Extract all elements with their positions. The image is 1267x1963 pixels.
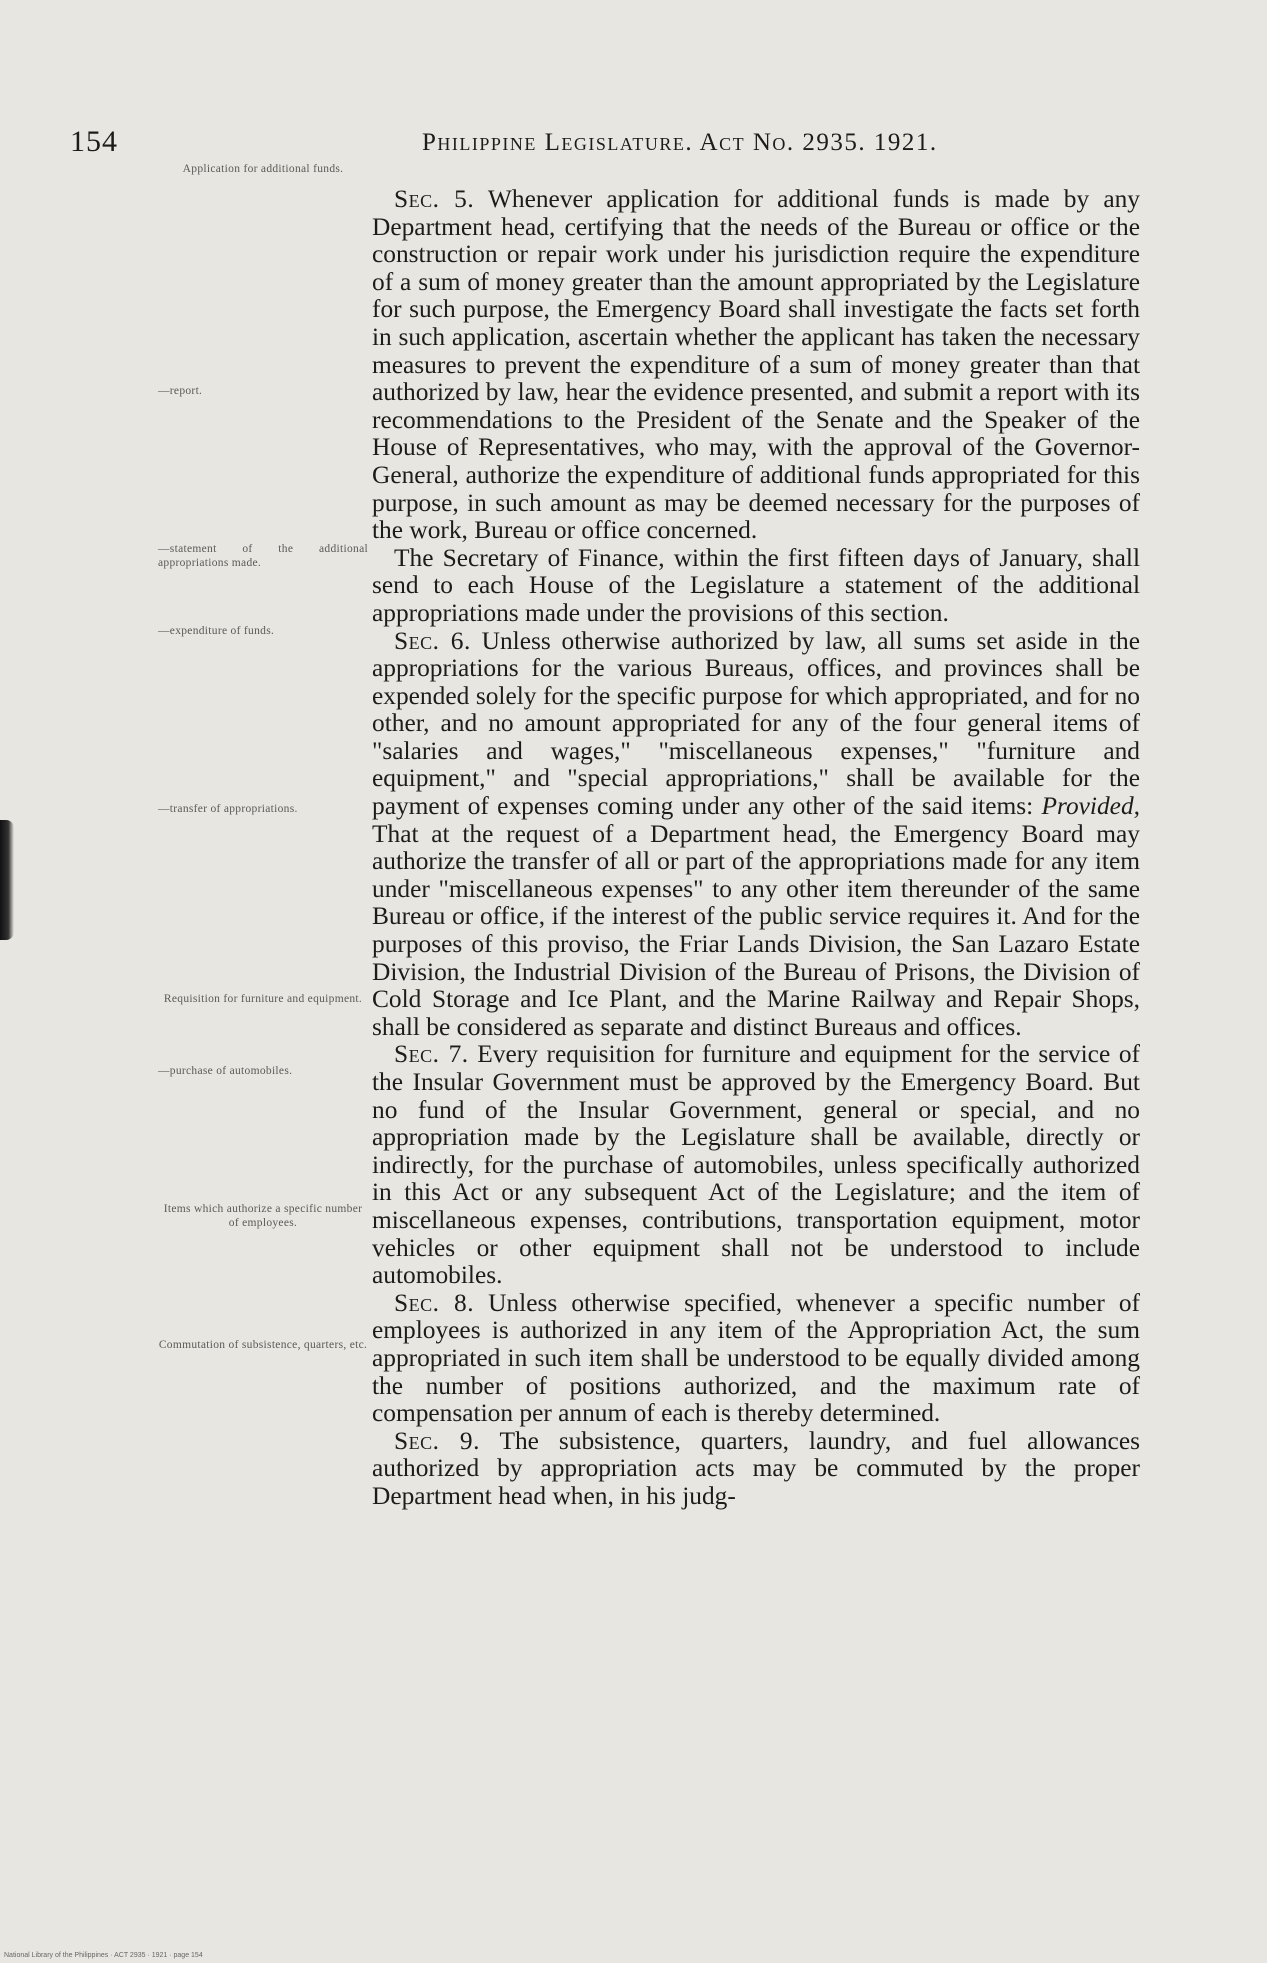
scan-edge-shadow (0, 820, 14, 940)
section-9-label: Sec. 9. (394, 1426, 480, 1455)
margin-note-commutation: Commutation of subsistence, quarters, etc. (158, 1339, 368, 1351)
margin-note-expenditure: —expenditure of funds. (158, 625, 275, 637)
margin-note-automobiles: —purchase of automobiles. (158, 1065, 293, 1077)
margin-note-transfer: —transfer of appropriations. (158, 803, 298, 815)
section-6-label: Sec. 6. (394, 626, 471, 655)
margin-note-report: —report. (158, 385, 203, 397)
section-8-label: Sec. 8. (394, 1288, 475, 1317)
section-7-label: Sec. 7. (394, 1040, 469, 1069)
section-6-text-before: Unless otherwise authorized by law, all sums set aside in the appropriations for the various Bureaus, offices, and provinces shall be expended solely for the specific purpose for which appropriated, and for no other, and no amount appropriated for any of the four general items of "salaries and wages," "miscellaneous expenses," "furniture and equipment," and "special appropriations," shall be available for the payment of expenses coming under any other of the said items: (372, 626, 1140, 821)
section-9 (372, 1428, 1140, 1511)
section-6-provided: Provided, (1041, 792, 1140, 821)
section-8 (372, 1290, 1140, 1428)
scan-footer: National Library of the Philippines · ACT 2935 · 1921 · page 154 (4, 1952, 203, 1959)
section-6-text-after: That at the request of a Department head, the Emergency Board may authorize the transfer of all or part of the appropriations made for any item under "miscellaneous expenses" to any other item thereunder of the same Bureau or office, if the interest of the public service requires it. And for the purposes of this proviso, the Friar Lands Division, the San Lazaro Estate Division, the Industrial Division of the Bureau of Prisons, the Division of Cold Storage and Ice Plant, and the Marine Railway and Repair Shops, shall be considered as separate and distinct Bureaus and offices. (372, 819, 1140, 1041)
margin-note-statement: —statement of the additional appropriations made. (158, 543, 368, 569)
section-7 (372, 1041, 1140, 1289)
section-9-text: The subsistence, quarters, laundry, and fuel allowances authorized by appropriation acts may be commuted by the proper Department head when, in his judg- (372, 1426, 1140, 1510)
margin-notes (158, 163, 368, 1750)
act-text (372, 186, 1140, 1511)
margin-note-application: Application for additional funds. (182, 163, 344, 175)
section-5 (372, 186, 1140, 545)
section-8-text: Unless otherwise specified, whenever a specific number of employees is authorized in any item of the Appropriation Act, the sum appropriated in such item shall be understood to be equally divided among the number of positions authorized, and the maximum rate of compensation per annum of each is thereby determined. (372, 1288, 1140, 1428)
running-head: Philippine Legislature. Act No. 2935. 1921. (422, 129, 938, 156)
page-header (70, 125, 1150, 165)
section-6 (372, 628, 1140, 1042)
margin-note-employees: Items which authorize a specific number of employees. (163, 1203, 363, 1229)
margin-note-requisition: Requisition for furniture and equipment. (163, 993, 363, 1005)
page-number: 154 (70, 125, 118, 158)
section-5-label: Sec. 5. (394, 185, 475, 213)
section-7-text: Every requisition for furniture and equipment for the service of the Insular Government must be approved by the Emergency Board. But no fund of the Insular Government, general or special, and no appropriation made by the Legislature shall be available, directly or indirectly, for the purchase of automobiles, unless specifically authorized in this Act or any subsequent Act of the Legislature; and the item of miscellaneous expenses, contributions, transportation equipment, motor vehicles or other equipment shall not be understood to include automobiles. (372, 1040, 1140, 1290)
section-5-para-2: The Secretary of Finance, within the first fifteen days of January, shall send to each House of the Legislature a statement of the additional appropriations made under the provisions of this section. (372, 543, 1140, 627)
section-5-text: Whenever application for additional funds is made by any Department head, certifying that the needs of the Bureau or office or the construction or repair work under his jurisdiction require the expenditure of a sum of money greater than the amount appropriated by the Legislature for such purpose, the Emergency Board shall investigate the facts set forth in such application, ascertain whether the applicant has taken the necessary measures to prevent the expenditure of a sum of money greater than that authorized by law, hear the evidence presented, and submit a report with its recommendations to the President of the Senate and the Speaker of the House of Representatives, who may, with the approval of the Governor-General, authorize the expenditure of additional funds appropriated for this purpose, in such amount as may be deemed necessary for the purposes of the work, Bureau or office concerned. (372, 185, 1140, 545)
